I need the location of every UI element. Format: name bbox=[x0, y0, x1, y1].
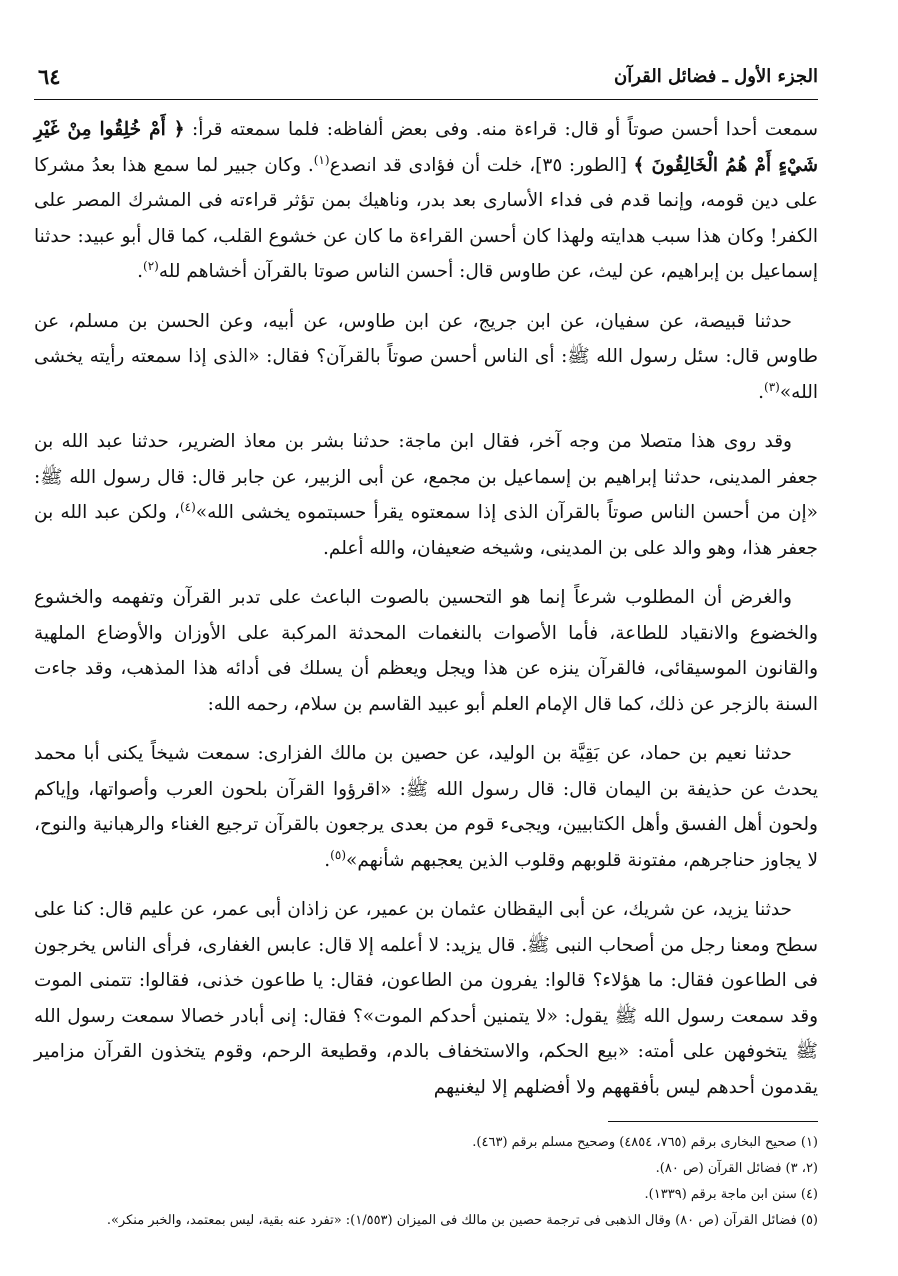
footnote-3: (٤) سنن ابن ماجة برقم (١٣٣٩). bbox=[644, 1187, 818, 1202]
quran-verse: ﴿ أَمْ خُلِقُوا مِنْ غَيْرِ شَيْءٍ أَمْ هُمُ الْخَالِقُونَ ﴾ bbox=[34, 119, 818, 176]
paragraph-6 bbox=[34, 892, 818, 1105]
paragraph-1 bbox=[34, 112, 818, 290]
footnote-divider bbox=[608, 1121, 818, 1122]
footnote-1: (١) صحيح البخارى برقم (٧٦٥، ٤٨٥٤) وصحيح مسلم برقم (٤٦٣). bbox=[472, 1135, 818, 1150]
paragraph-4 bbox=[34, 580, 818, 722]
footnote-ref-2: (٢) bbox=[143, 258, 159, 273]
paragraph-text: . bbox=[758, 381, 765, 403]
paragraph-text: ، ولكن عبد الله بن جعفر هذا، وهو والد على بن المدينى، وشيخه ضعيفان، والله أعلم. bbox=[34, 502, 818, 559]
footnote-ref-1: (١) bbox=[313, 152, 330, 167]
paragraph-3 bbox=[34, 424, 818, 566]
paragraph-text: والغرض أن المطلوب شرعاً إنما هو التحسين بالصوت الباعث على تدبر القرآن وتفهمه والخشوع والخضوع والانقياد للطاعة، فأما الأصوات بالنغمات المحدثة المركبة على الأوزان والأوضاع الملهية والقانون الموسيقائى، فالقرآن ينزه عن هذا ويجل ويعظم أن يسلك فى أدائه هذا المذهب، وقد جاءت السنة بالزجر عن ذلك، كما قال الإمام العلم أبو عبيد القاسم بن سلام، رحمه الله: bbox=[34, 587, 818, 715]
paragraph-2 bbox=[34, 304, 818, 411]
footnote-2: (٢، ٣) فضائل القرآن (ص ٨٠). bbox=[655, 1161, 818, 1176]
footnote-ref-5: (٥) bbox=[330, 847, 346, 862]
paragraph-text: حدثنا قبيصة، عن سفيان، عن ابن جريج، عن ابن طاوس، عن أبيه، وعن الحسن بن مسلم، عن طاوس قال: سئل رسول الله ﷺ: أى الناس أحسن صوتاً بالقرآن؟ فقال: «الذى إذا سمعته رأيته يخشى الله» bbox=[34, 310, 818, 403]
paragraph-text: سمعت أحدا أحسن صوتاً أو قال: قراءة منه. وفى بعض ألفاظه: فلما سمعته قرأ: bbox=[184, 119, 818, 140]
paragraph-text: حدثنا يزيد، عن شريك، عن أبى اليقظان عثمان بن عمير، عن زاذان أبى عمر، عن عليم قال: كنا على سطح ومعنا رجل من أصحاب النبى ﷺ. قال يزيد: لا أعلمه إلا قال: عابس الغفارى، فرأى الناس يخرجون فى الطاعون فقال: ما هؤلاء؟ قالوا: يفرون من الطاعون، فقال: يا طاعون خذنى، فقالوا: تتمنى الموت وقد سمعت رسول الله ﷺ يقول: «لا يتمنين أحدكم الموت»؟ فقال: إنى أبادر خصالا سمعت رسول الله ﷺ يتخوفهن على أمته: «بيع الحكم، والاستخفاف بالدم، وقطيعة الرحم، وقوم يتخذون القرآن مزامير يقدمون أحدهم ليس بأفقههم ولا أفضلهم إلا ليغنيهم bbox=[34, 899, 818, 1098]
running-title: الجزء الأول ـ فضائل القرآن bbox=[608, 66, 818, 87]
paragraph-text: . وكان جبير لما سمع هذا بعدُ مشركا على دين قومه، وإنما قدم فى فداء الأسارى بعد بدر، وناهيك بمن تؤثر قراءته فى المشرك المصر على الكفر! وكان هذا سبب هدايته ولهذا كان أحسن القراءة ما كان عن خشوع القلب، كما قال أبو عبيد: حدثنا إسماعيل بن إبراهيم، عن ليث، عن طاوس قال: أحسن الناس صوتا بالقرآن أخشاهم لله bbox=[34, 154, 818, 282]
paragraph-text: . bbox=[137, 261, 144, 282]
paragraph-text: حدثنا نعيم بن حماد، عن بَقِيَّة بن الوليد، عن حصين بن مالك الفزارى: سمعت شيخاً يكنى أبا محمد يحدث عن حذيفة بن اليمان قال: قال رسول الله ﷺ: «اقرؤوا القرآن بلحون العرب وأصواتها، وإياكم ولحون أهل الفسق وأهل الكتابيين، ويجىء قوم من بعدى يرجعون بالقرآن ترجيع الغناء والرهبانية والنوح، لا يجاوز حناجرهم، مفتونة قلوبهم وقلوب الذين يعجبهم شأنهم» bbox=[34, 743, 818, 871]
footnote-ref-4: (٤) bbox=[179, 499, 196, 514]
page-number: ٦٤ bbox=[38, 64, 61, 89]
page-header bbox=[34, 56, 818, 100]
paragraph-5 bbox=[34, 736, 818, 878]
footnote-ref-3: (٣) bbox=[764, 379, 780, 394]
footnotes bbox=[34, 1130, 818, 1234]
body-text bbox=[34, 112, 818, 1105]
paragraph-text: وقد روى هذا متصلا من وجه آخر، فقال ابن ماجة: حدثنا بشر بن معاذ الضرير، حدثنا عبد الله بن جعفر المدينى، حدثنا إبراهيم بن إسماعيل بن مجمع، عن أبى الزبير، عن جابر قال: قال رسول الله ﷺ: «إن من أحسن الناس صوتاً بالقرآن الذى إذا سمعتوه يقرأ حسبتموه يخشى الله» bbox=[34, 431, 818, 523]
paragraph-text: [الطور: ٣٥]، خلت أن فؤادى قد انصدع bbox=[329, 154, 634, 176]
footnote-4: (٥) فضائل القرآن (ص ٨٠) وقال الذهبى فى ترجمة حصين بن مالك فى الميزان (١/٥٥٣): «تفرد عنه بقية، ليس بمعتمد، والخبر منكر». bbox=[106, 1213, 818, 1228]
paragraph-text: . bbox=[324, 849, 331, 871]
